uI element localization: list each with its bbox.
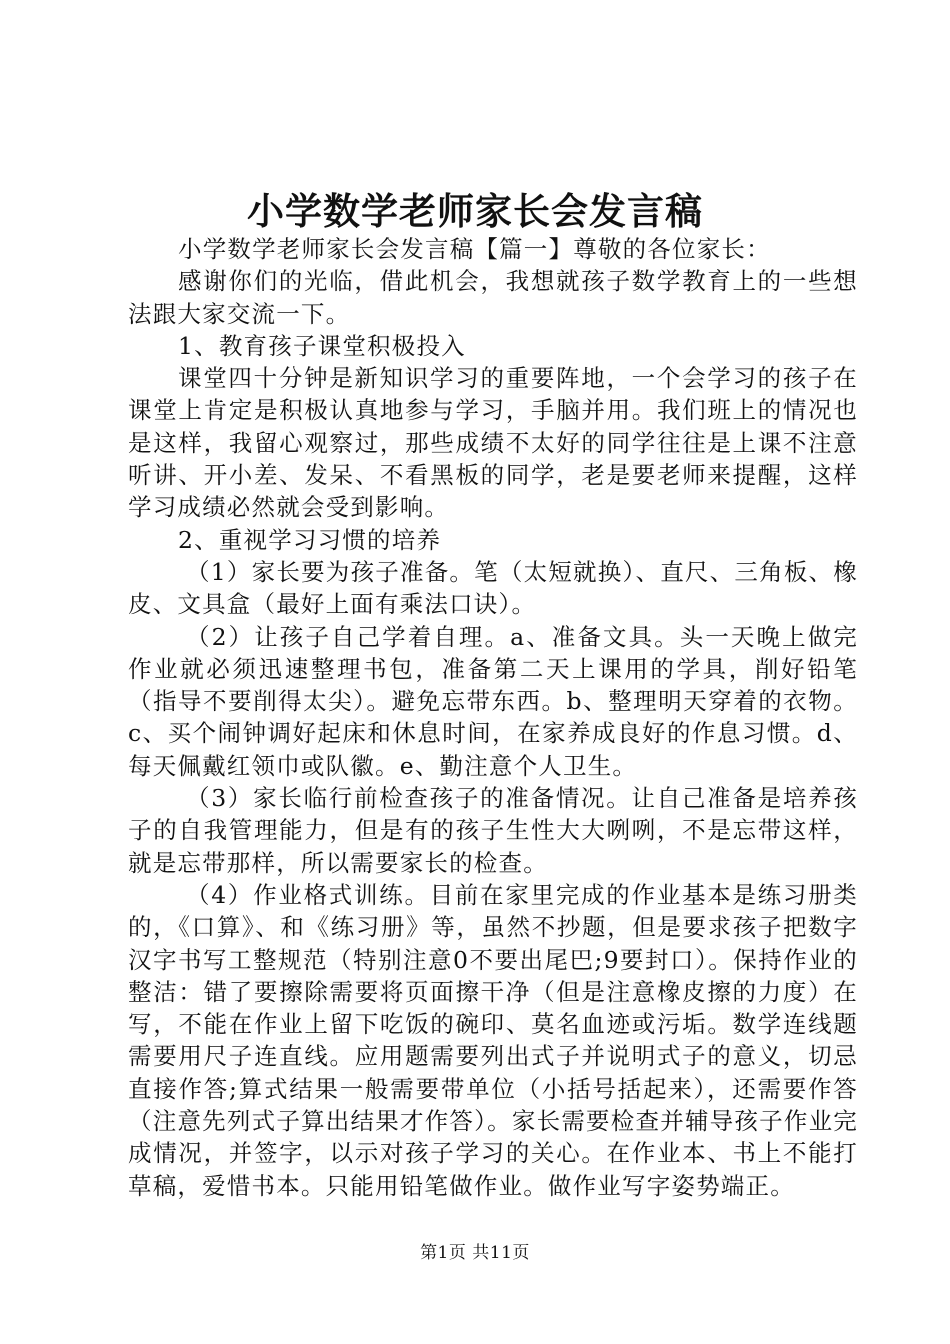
document-body	[128, 233, 858, 1202]
paragraph-item-4: （4）作业格式训练。目前在家里完成的作业基本是练习册类的，《口算》、和《练习册》等，虽然不抄题，但是要求孩子把数字汉字书写工整规范（特别注意0不要出尾巴;9要封口）。保持作业的整洁：错了要擦除需要将页面擦干净（但是注意橡皮擦的力度）在写，不能在作业上留下吃饭的碗印、莫名血迹或污垢。数学连线题需要用尺子连直线。应用题需要列出式子并说明式子的意义，切忌直接作答;算式结果一般需要带单位（小括号括起来），还需要作答（注意先列式子算出结果才作答）。家长需要检查并辅导孩子作业完成情况，并签字，以示对孩子学习的关心。在作业本、书上不能打草稿，爱惜书本。只能用铅笔做作业。做作业写字姿势端正。	[128, 880, 858, 1200]
page-footer: 第1页 共11页	[420, 1243, 530, 1263]
paragraph-greeting: 小学数学老师家长会发言稿【篇一】尊敬的各位家长：	[178, 235, 771, 263]
paragraph-item-3: （3）家长临行前检查孩子的准备情况。让自己准备是培养孩子的自我管理能力，但是有的孩子生性大大咧咧，不是忘带这样，就是忘带那样，所以需要家长的检查。	[128, 784, 858, 877]
paragraph-intro: 感谢你们的光临，借此机会，我想就孩子数学教育上的一些想法跟大家交流一下。	[128, 267, 858, 328]
heading-section-2: 2、重视学习习惯的培养	[178, 525, 442, 554]
paragraph-item-1: （1）家长要为孩子准备。笔（太短就换）、直尺、三角板、橡皮、文具盒（最好上面有乘法口诀）。	[128, 557, 858, 619]
paragraph-item-2: （2）让孩子自己学着自理。a、准备文具。头一天晚上做完作业就必须迅速整理书包，准备第二天上课用的学具，削好铅笔（指导不要削得太尖）。避免忘带东西。b、整理明天穿着的衣物。c、买个闹钟调好起床和休息时间，在家养成良好的作息习惯。d、每天佩戴红领巾或队徽。e、勤注意个人卫生。	[128, 622, 858, 780]
paragraph-classroom: 课堂四十分钟是新知识学习的重要阵地，一个会学习的孩子在课堂上肯定是积极认真地参与学习，手脑并用。我们班上的情况也是这样，我留心观察过，那些成绩不太好的同学往往是上课不注意听讲、开小差、发呆、不看黑板的同学，老是要老师来提醒，这样学习成绩必然就会受到影响。	[128, 364, 858, 522]
document-title: 小学数学老师家长会发言稿	[247, 189, 703, 233]
heading-section-1: 1、教育孩子课堂积极投入	[178, 331, 466, 360]
